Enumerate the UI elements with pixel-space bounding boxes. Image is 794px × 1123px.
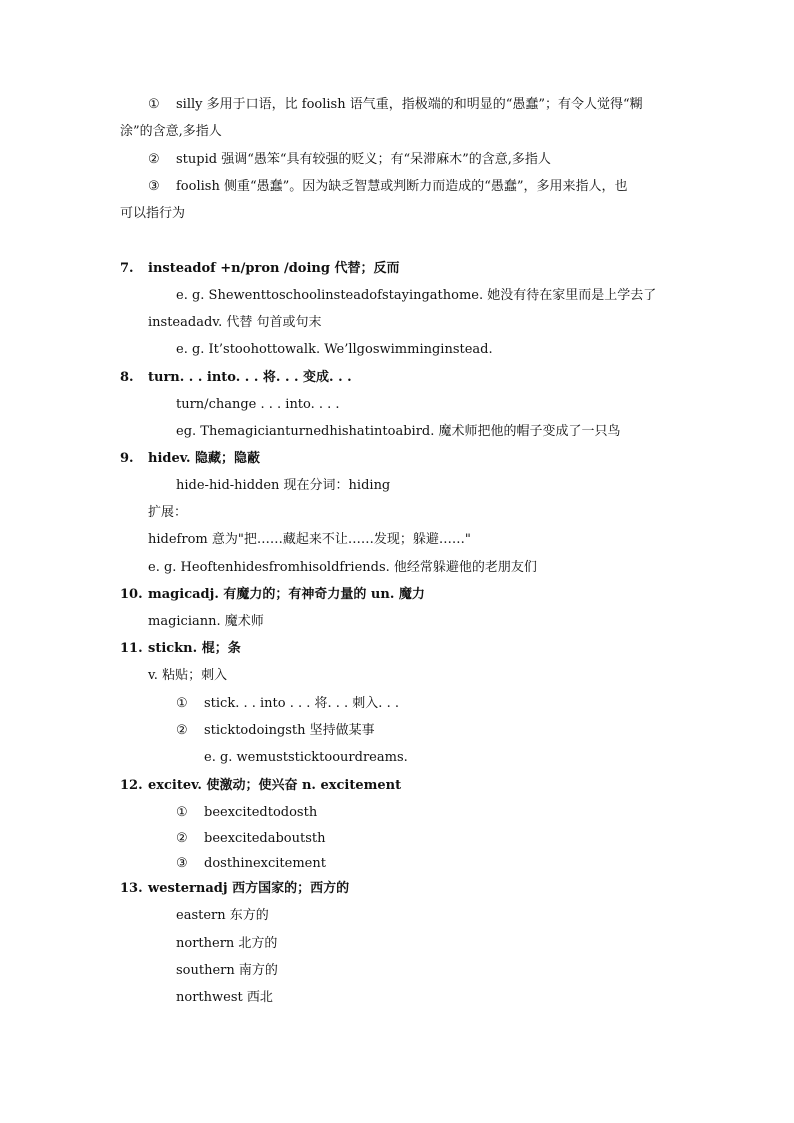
item-number: 13.: [120, 881, 143, 896]
item-heading: hidev. 隐藏；隐蔽: [148, 451, 261, 466]
list-text: sticktodoingsth 坚持做某事: [204, 723, 375, 738]
item-heading: excitev. 使激动；使兴奋 n. excitement: [148, 778, 402, 793]
item-number: 9.: [120, 451, 134, 466]
circled-number: ②: [176, 831, 188, 846]
list-text: stick. . . into . . . 将. . . 刺入. . .: [204, 696, 399, 711]
detail-line: magiciann. 魔术师: [148, 614, 264, 629]
detail-line: 扩展：: [148, 505, 188, 520]
detail-line: hide-hid-hidden 现在分词：hiding: [176, 478, 391, 493]
circled-number: ③: [176, 856, 188, 871]
note-text: foolish 侧重“愚蠢”。因为缺乏智慧或判断力而造成的“愚蠢”，多用来指人，也: [176, 179, 628, 194]
item-number: 8.: [120, 370, 134, 385]
note-line: [148, 178, 628, 196]
detail-line: turn/change . . . into. . . .: [176, 397, 340, 412]
item-number: 7.: [120, 261, 134, 276]
list-item: [176, 722, 375, 740]
list-item: [176, 855, 326, 873]
note-line: [148, 151, 551, 169]
circled-number: ①: [176, 696, 188, 711]
item-number: 11.: [120, 641, 143, 656]
list-item: [176, 804, 317, 822]
list-item: [176, 695, 399, 713]
detail-line: eastern 东方的: [176, 908, 269, 923]
circled-number: ①: [148, 97, 160, 112]
detail-line: northern 北方的: [176, 936, 278, 951]
item-heading: turn. . . into. . . 将. . . 变成. . .: [148, 370, 352, 385]
detail-line: v. 粘贴；刺入: [148, 668, 228, 683]
list-text: beexcitedaboutsth: [204, 831, 326, 846]
item-heading: stickn. 棍；条: [148, 641, 241, 656]
list-text: dosthinexcitement: [204, 856, 326, 871]
item-number: 10.: [120, 587, 143, 602]
item-heading: westernadj 西方国家的；西方的: [148, 881, 350, 896]
note-line: [148, 96, 643, 114]
detail-line: northwest 西北: [176, 990, 273, 1005]
note-text: stupid 强调“愚笨“具有较强的贬义；有“呆滞麻木”的含意,多指人: [176, 152, 551, 167]
item-heading: magicadj. 有魔力的；有神奇力量的 un. 魔力: [148, 587, 425, 602]
example-line: e. g. Shewenttoschoolinsteadofstayingathome. 她没有待在家里而是上学去了: [176, 288, 657, 303]
list-item: [176, 830, 325, 848]
item-number: 12.: [120, 778, 143, 793]
example-line: e. g. wemuststicktoourdreams.: [204, 750, 408, 765]
circled-number: ③: [148, 179, 160, 194]
detail-line: hidefrom 意为"把……藏起来不让……发现；躲避……": [148, 532, 471, 547]
example-line: eg. Themagicianturnedhishatintoabird. 魔术师把他的帽子变成了一只鸟: [176, 424, 621, 439]
circled-number: ②: [148, 152, 160, 167]
example-line: e. g. It’stoohottowalk. We’llgoswimminginstead.: [176, 342, 493, 357]
detail-line: insteadadv. 代替 句首或句末: [148, 315, 322, 330]
circled-number: ①: [176, 805, 188, 820]
note-continuation: 可以指行为: [120, 206, 186, 221]
circled-number: ②: [176, 723, 188, 738]
list-text: beexcitedtodosth: [204, 805, 318, 820]
note-text: silly 多用于口语，比 foolish 语气重，指极端的和明显的“愚蠢”；有令人觉得“糊: [176, 97, 643, 112]
example-line: e. g. Heoftenhidesfromhisoldfriends. 他经常躲避他的老朋友们: [148, 560, 537, 575]
note-continuation: 涂”的含意,多指人: [120, 124, 222, 139]
item-heading: insteadof +n/pron /doing 代替；反而: [148, 261, 400, 276]
detail-line: southern 南方的: [176, 963, 278, 978]
